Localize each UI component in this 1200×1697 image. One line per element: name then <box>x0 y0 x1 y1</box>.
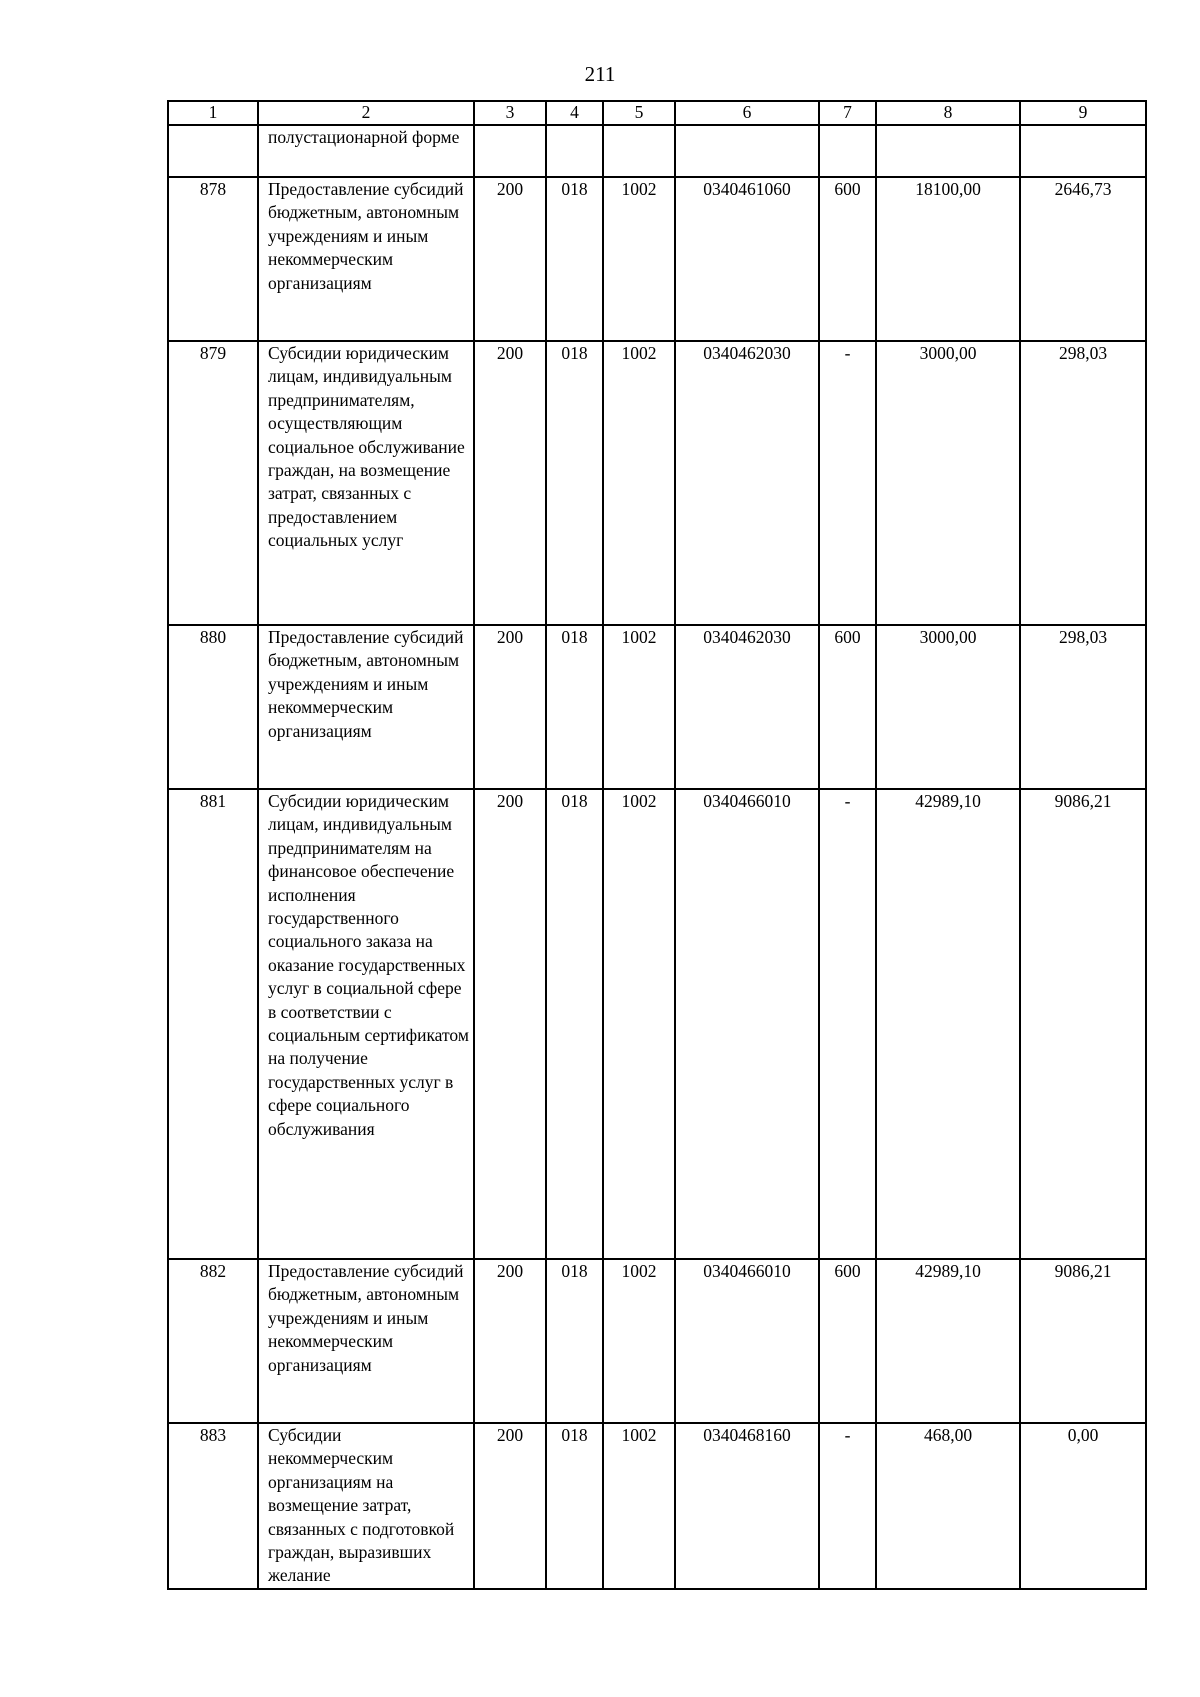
row-amount-cell: 42989,10 <box>876 1259 1020 1423</box>
row-cell: 0340468160 <box>675 1423 819 1589</box>
table-row <box>168 625 1146 789</box>
row-amount-cell <box>876 125 1020 177</box>
row-cell: 600 <box>819 177 876 341</box>
row-number-cell: 883 <box>168 1423 258 1589</box>
row-number-cell: 880 <box>168 625 258 789</box>
row-cell: 600 <box>819 1259 876 1423</box>
row-cell: 1002 <box>603 625 675 789</box>
row-number-cell: 879 <box>168 341 258 625</box>
table-row <box>168 177 1146 341</box>
row-cell: 018 <box>546 789 603 1259</box>
row-number-cell: 878 <box>168 177 258 341</box>
row-name-cell: Предоставление субсидий бюджетным, автономным учреждениям и иным некоммерческим организациям <box>258 177 474 341</box>
table-header-row <box>168 101 1146 125</box>
row-amount-cell: 298,03 <box>1020 625 1146 789</box>
row-amount-cell: 2646,73 <box>1020 177 1146 341</box>
row-cell: 0340466010 <box>675 789 819 1259</box>
row-amount-cell: 42989,10 <box>876 789 1020 1259</box>
row-number-cell: 882 <box>168 1259 258 1423</box>
row-cell: 200 <box>474 1259 546 1423</box>
row-name-cell: Предоставление субсидий бюджетным, автономным учреждениям и иным некоммерческим организациям <box>258 1259 474 1423</box>
row-amount-cell: 468,00 <box>876 1423 1020 1589</box>
row-cell: 200 <box>474 789 546 1259</box>
row-cell: 018 <box>546 341 603 625</box>
row-cell: - <box>819 341 876 625</box>
row-number-cell <box>168 125 258 177</box>
row-cell: 0340462030 <box>675 625 819 789</box>
column-header: 1 <box>168 101 258 125</box>
row-name-cell: Субсидии некоммерческим организациям на возмещение затрат, связанных с подготовкой граждан, выразивших желание <box>258 1423 474 1589</box>
row-cell: 018 <box>546 1259 603 1423</box>
row-name-cell: полустационарной форме <box>258 125 474 177</box>
column-header: 8 <box>876 101 1020 125</box>
row-cell: 0340462030 <box>675 341 819 625</box>
row-cell: - <box>819 789 876 1259</box>
row-name-cell: Субсидии юридическим лицам, индивидуальным предпринимателям на финансовое обеспечение исполнения государственного социального заказа на оказание государственных услуг в социальной сфере в соответствии с социальным сертификатом на получение государственных услуг в сфере социального обслуживания <box>258 789 474 1259</box>
row-amount-cell: 0,00 <box>1020 1423 1146 1589</box>
row-amount-cell: 9086,21 <box>1020 789 1146 1259</box>
row-amount-cell: 18100,00 <box>876 177 1020 341</box>
row-cell: 1002 <box>603 341 675 625</box>
column-header: 5 <box>603 101 675 125</box>
row-number-cell: 881 <box>168 789 258 1259</box>
row-amount-cell: 298,03 <box>1020 341 1146 625</box>
row-amount-cell <box>1020 125 1146 177</box>
row-cell: 1002 <box>603 1259 675 1423</box>
row-cell: 600 <box>819 625 876 789</box>
row-cell <box>546 125 603 177</box>
row-cell <box>603 125 675 177</box>
row-cell: 200 <box>474 625 546 789</box>
row-cell: - <box>819 1423 876 1589</box>
row-amount-cell: 3000,00 <box>876 341 1020 625</box>
table-row <box>168 1259 1146 1423</box>
table-row <box>168 125 1146 177</box>
column-header: 9 <box>1020 101 1146 125</box>
row-cell: 0340461060 <box>675 177 819 341</box>
row-cell: 200 <box>474 1423 546 1589</box>
row-cell: 1002 <box>603 1423 675 1589</box>
row-cell: 200 <box>474 341 546 625</box>
column-header: 7 <box>819 101 876 125</box>
row-cell: 018 <box>546 625 603 789</box>
table-row <box>168 1423 1146 1589</box>
row-cell: 1002 <box>603 177 675 341</box>
row-cell <box>675 125 819 177</box>
column-header: 4 <box>546 101 603 125</box>
table-row <box>168 341 1146 625</box>
row-cell <box>819 125 876 177</box>
row-name-cell: Предоставление субсидий бюджетным, автономным учреждениям и иным некоммерческим организациям <box>258 625 474 789</box>
row-name-cell: Субсидии юридическим лицам, индивидуальным предпринимателям, осуществляющим социальное обслуживание граждан, на возмещение затрат, связанных с предоставлением социальных услуг <box>258 341 474 625</box>
row-cell: 018 <box>546 1423 603 1589</box>
table-row <box>168 789 1146 1259</box>
column-header: 3 <box>474 101 546 125</box>
column-header: 2 <box>258 101 474 125</box>
row-cell: 0340466010 <box>675 1259 819 1423</box>
page-number: 211 <box>584 62 616 86</box>
row-amount-cell: 9086,21 <box>1020 1259 1146 1423</box>
row-cell: 1002 <box>603 789 675 1259</box>
budget-table <box>167 100 1147 1590</box>
row-cell <box>474 125 546 177</box>
column-header: 6 <box>675 101 819 125</box>
row-amount-cell: 3000,00 <box>876 625 1020 789</box>
row-cell: 018 <box>546 177 603 341</box>
row-cell: 200 <box>474 177 546 341</box>
